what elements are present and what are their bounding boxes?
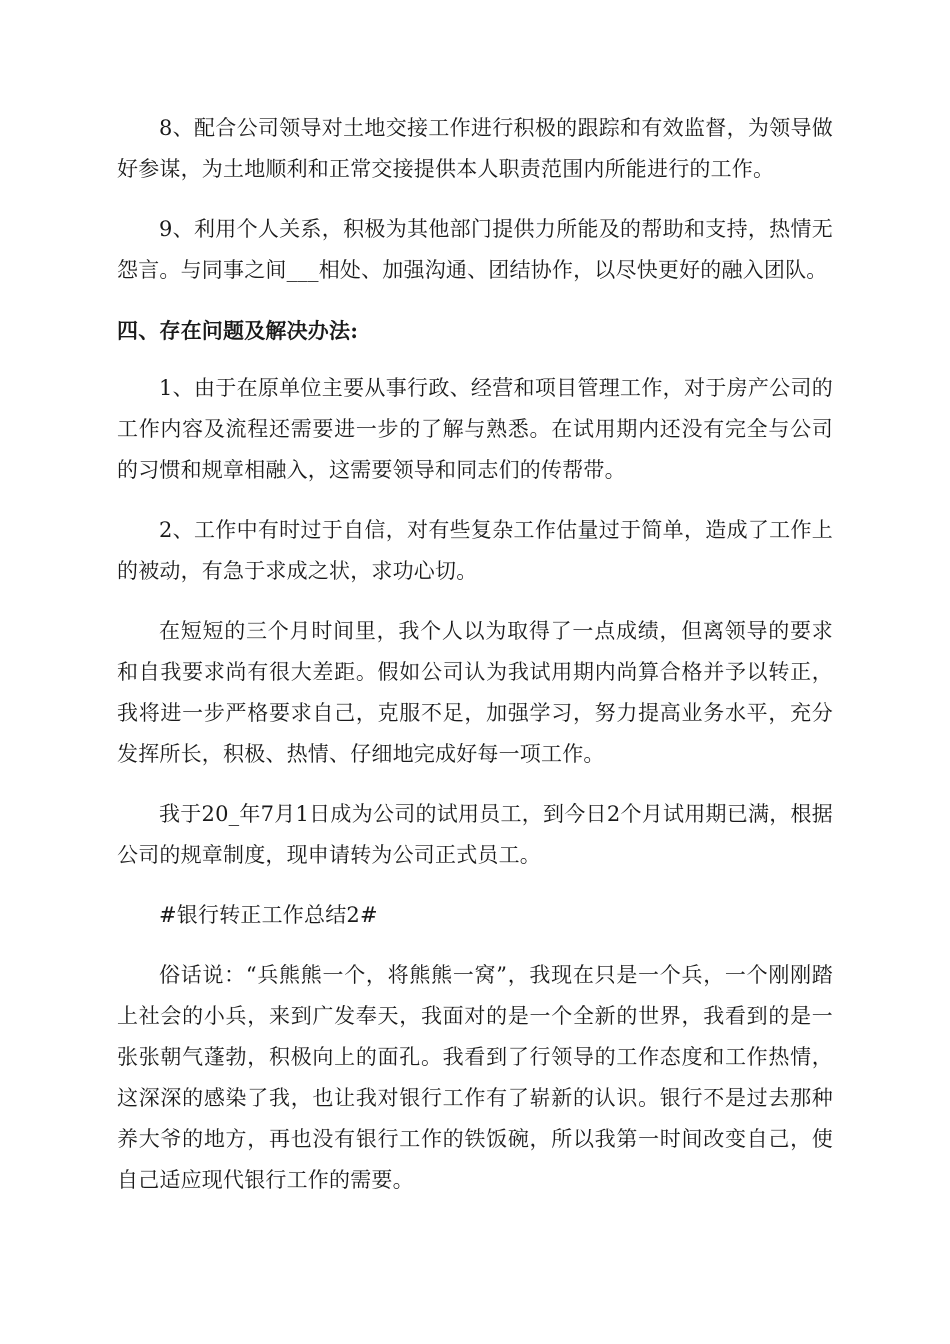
section-heading: 四、存在问题及解决办法: bbox=[117, 318, 359, 343]
paragraph-item-8: 8、配合公司领导对土地交接工作进行积极的跟踪和有效监督，为领导做好参谋，为土地顺利和正常交接提供本人职责范围内所能进行的工作。 bbox=[117, 116, 833, 181]
document-page bbox=[117, 108, 833, 1201]
issue-item-2: 2、工作中有时过于自信，对有些复杂工作估量过于简单，造成了工作上的被动，有急于求成之状，求功心切。 bbox=[117, 518, 833, 583]
closing-paragraph: 在短短的三个月时间里，我个人以为取得了一点成绩，但离领导的要求和自我要求尚有很大差距。假如公司认为我试用期内尚算合格并予以转正，我将进一步严格要求自己，克服不足，加强学习，努力提高业务水平，充分发挥所长，积极、热情、仔细地完成好每一项工作。 bbox=[117, 619, 833, 766]
paragraph-item-9: 9、利用个人关系，积极为其他部门提供力所能及的帮助和支持，热情无怨言。与同事之间___相处、加强沟通、团结协作，以尽快更好的融入团队。 bbox=[117, 217, 833, 282]
application-paragraph: 我于20_年7月1日成为公司的试用员工，到今日2个月试用期已满，根据公司的规章制度，现申请转为公司正式员工。 bbox=[117, 802, 833, 867]
section-title-2: #银行转正工作总结2# bbox=[159, 903, 378, 927]
issue-item-1: 1、由于在原单位主要从事行政、经营和项目管理工作，对于房产公司的工作内容及流程还需要进一步的了解与熟悉。在试用期内还没有完全与公司的习惯和规章相融入，这需要领导和同志们的传帮带。 bbox=[117, 376, 833, 482]
proverb-paragraph: 俗话说：“兵熊熊一个，将熊熊一窝”，我现在只是一个兵，一个刚刚踏上社会的小兵，来到广发奉天，我面对的是一个全新的世界，我看到的是一张张朝气蓬勃，积极向上的面孔。我看到了行领导的工作态度和工作热情，这深深的感染了我，也让我对银行工作有了崭新的认识。银行不是过去那种养大爷的地方，再也没有银行工作的铁饭碗，所以我第一时间改变自己，使自己适应现代银行工作的需要。 bbox=[117, 963, 833, 1192]
